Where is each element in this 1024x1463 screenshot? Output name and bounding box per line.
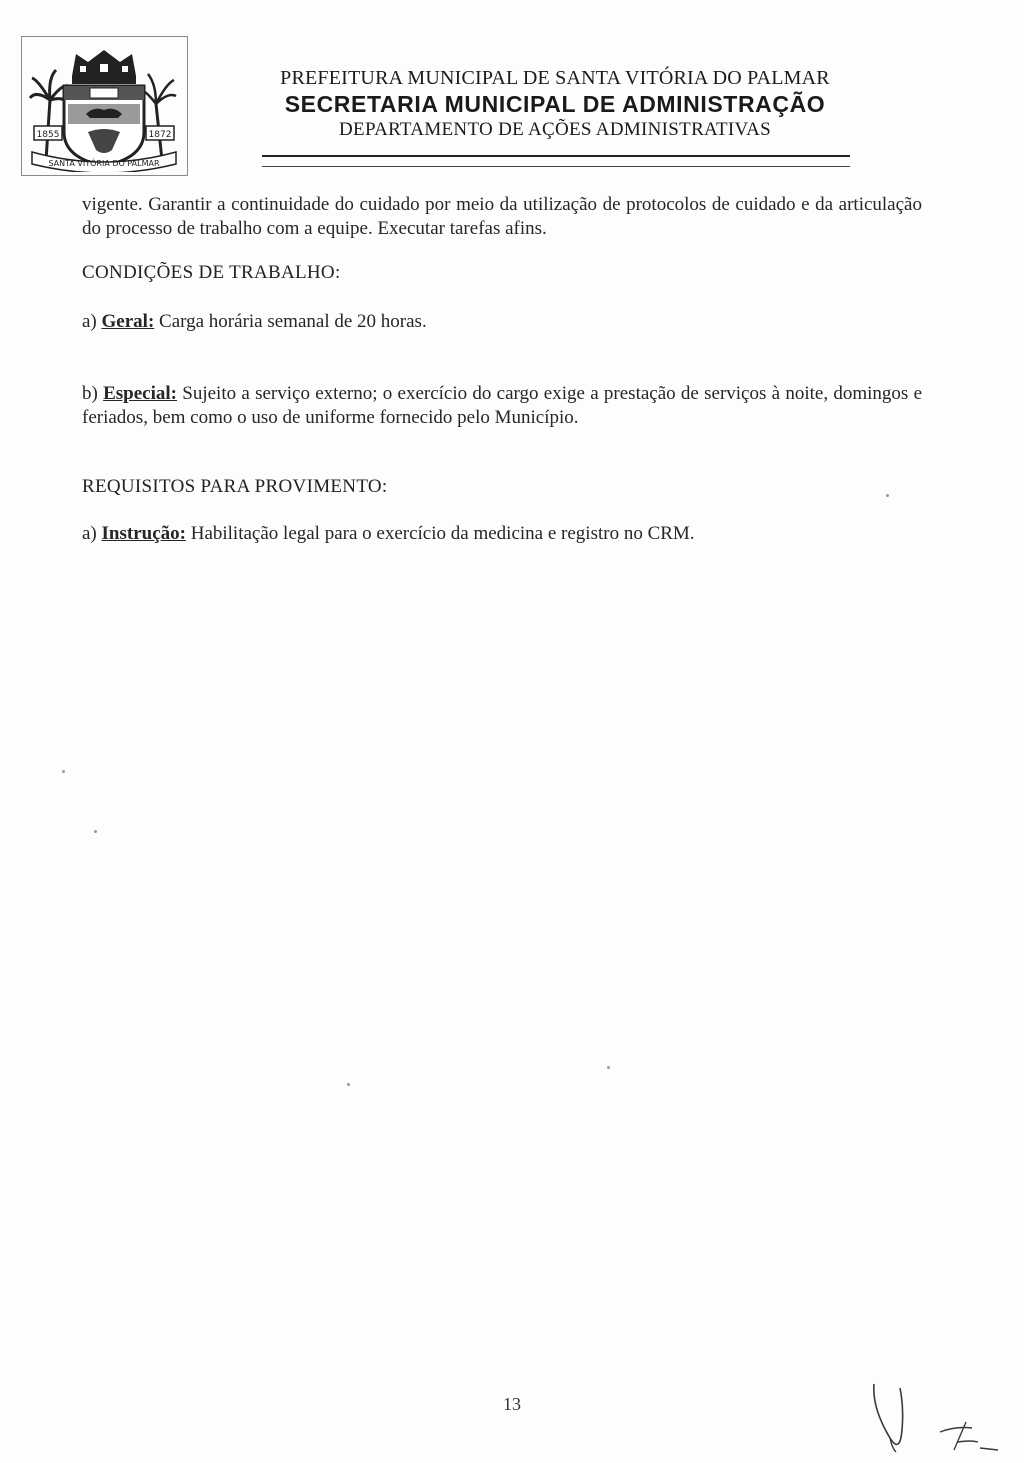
coat-of-arms-icon	[28, 40, 180, 172]
svg-text:SANTA VITÓRIA DO PALMAR: SANTA VITÓRIA DO PALMAR	[48, 159, 160, 168]
geral-label: Geral:	[101, 311, 155, 332]
municipality-name: PREFEITURA MUNICIPAL DE SANTA VITÓRIA DO PALMAR	[280, 67, 830, 89]
especial-text: Sujeito a serviço externo; o exercício do cargo exige a prestação de serviços à noite, domingos e feriados, bem como o uso de uniforme fornecido pelo Município.	[82, 383, 923, 428]
scan-speck	[62, 770, 65, 773]
header-divider-thin	[262, 166, 850, 167]
svg-text:1855: 1855	[36, 130, 60, 140]
instrucao-text: Habilitação legal para o exercício da medicina e registro no CRM.	[190, 523, 695, 544]
department-name: DEPARTAMENTO DE AÇÕES ADMINISTRATIVAS	[339, 119, 771, 140]
header-divider	[262, 155, 850, 157]
initials-signature-icon	[860, 1378, 1010, 1458]
item-prefix: a)	[82, 523, 97, 544]
requirements-heading: REQUISITOS PARA PROVIMENTO:	[82, 476, 388, 497]
secretariat-name: SECRETARIA MUNICIPAL DE ADMINISTRAÇÃO	[284, 91, 826, 117]
item-prefix: a)	[82, 311, 97, 332]
scan-speck	[94, 830, 97, 833]
working-conditions-heading: CONDIÇÕES DE TRABALHO:	[82, 262, 341, 283]
intro-paragraph: vigente. Garantir a continuidade do cuidado por meio da utilização de protocolos de cuidado e da articulação do processo de trabalho com a equipe. Executar tarefas afins.	[82, 194, 922, 239]
item-prefix: b)	[82, 383, 98, 404]
scan-speck	[886, 494, 889, 497]
instrucao-paragraph	[82, 522, 922, 546]
scan-speck	[347, 1083, 350, 1086]
geral-paragraph	[82, 310, 922, 334]
especial-label: Especial:	[103, 383, 177, 404]
especial-paragraph	[82, 382, 922, 430]
page-number: 13	[503, 1394, 521, 1414]
instrucao-label: Instrução:	[101, 523, 186, 544]
scan-speck	[607, 1066, 610, 1069]
geral-text: Carga horária semanal de 20 horas.	[159, 311, 427, 332]
svg-text:1872: 1872	[148, 130, 172, 140]
letterhead	[230, 66, 880, 142]
